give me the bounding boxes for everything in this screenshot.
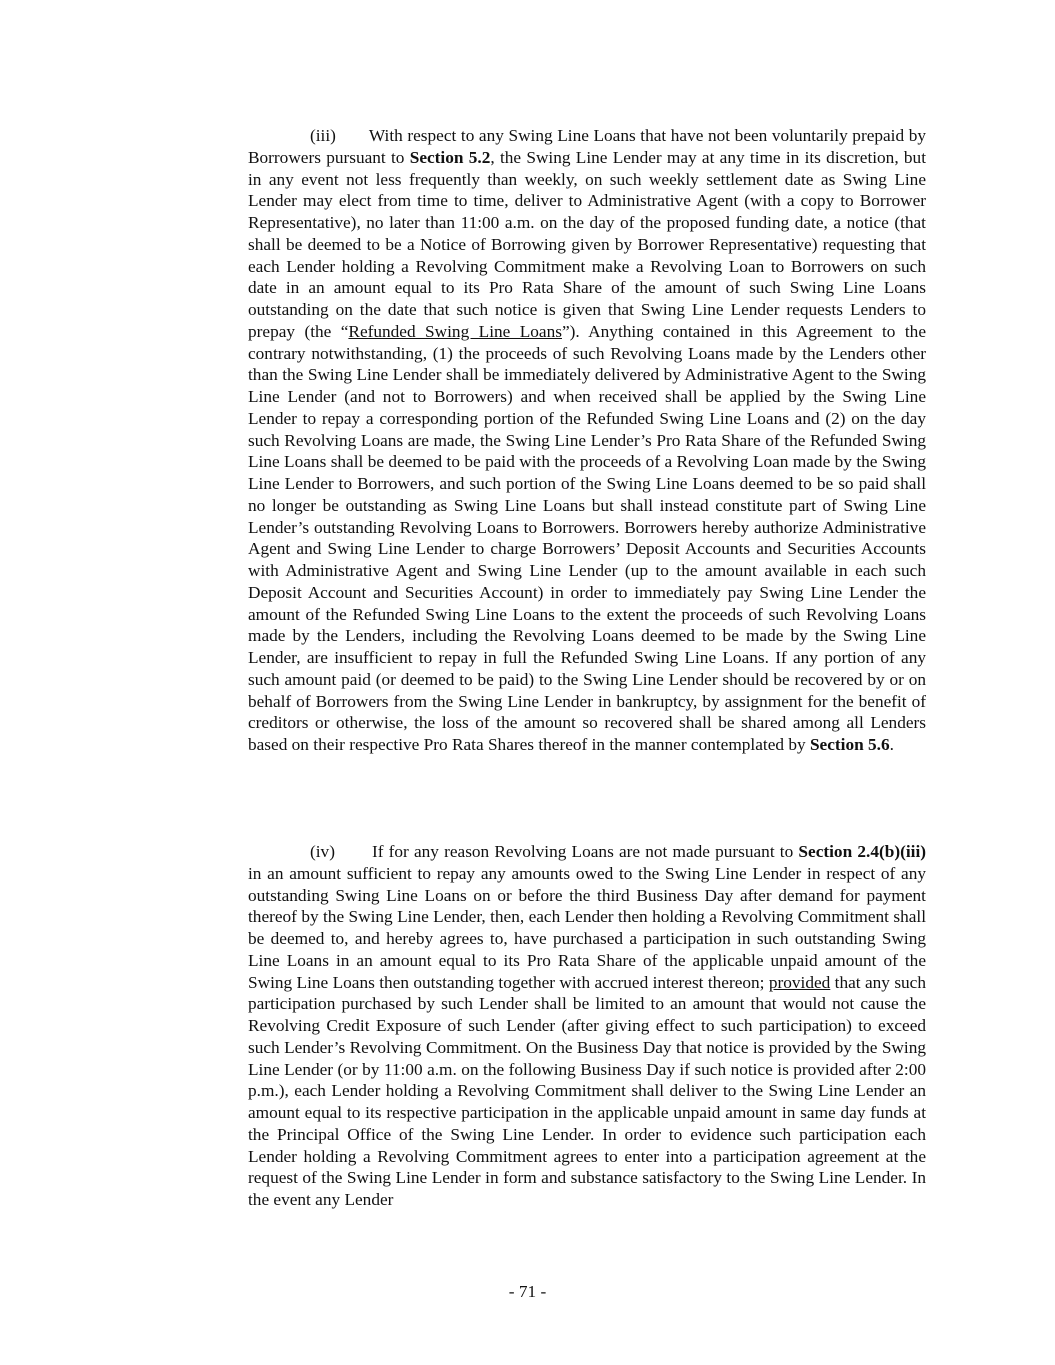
paragraph-label-iv: (iv) (310, 842, 335, 861)
page-number: - 71 - (508, 1282, 547, 1301)
paragraph-text: in an amount sufficient to repay any amounts owed to the Swing Line Lender in respect of any outstanding Swing Line Loans on or before the third Business Day after demand for payment thereof by the Swing Line Lender, then, each Lender then holding a Revolving Commitment shall be deemed to, and hereby agrees to, have purchased a participation in such outstanding Swing Line Loans in an amount equal to its Pro Rata Share of the applicable unpaid amount of the Swing Line Loans then outstanding together with accrued interest thereon; (248, 863, 926, 992)
section-reference: Section 5.6 (809, 735, 890, 754)
paragraph-text: , the Swing Line Lender may at any time in its discretion, but in any event not less frequently than weekly, on such weekly settlement date as Swing Line Lender may elect from time to time, deliver to Administrative Agent (with a copy to Borrower Representative), no later than 11:00 a.m. on the day of the proposed funding date, a notice (that shall be deemed to be a Notice of Borrowing given by Borrower Representative) requesting that each Lender holding a Revolving Commitment make a Revolving Loan to Borrowers on such date in an amount equal to its Pro Rata Share of the amount of such Swing Line Loans outstanding on the date that such notice is given that Swing Line Lender requests Lenders to prepay (the “ (248, 147, 926, 341)
section-reference: Section 2.4(b)(iii) (798, 842, 926, 861)
paragraph-label-iii: (iii) (310, 126, 336, 145)
section-reference: Section 5.2 (409, 147, 491, 167)
paragraph-iv (248, 841, 926, 1211)
paragraph-text: With respect to any Swing Line Loans that have not been voluntarily prepaid by Borrowers pursuant to (248, 126, 926, 167)
paragraph-text: . (889, 735, 894, 754)
paragraph-text: ”). Anything contained in this Agreement to the contrary notwithstanding, (1) the proceeds of such Revolving Loans made by the Lenders other than the Swing Line Lender shall be immediately delivered by Administrative Agent to the Swing Line Lender (and not to Borrowers) and when received shall be applied by the Swing Line Lender to repay a corresponding portion of the Refunded Swing Line Loans and (2) on the day such Revolving Loans are made, the Swing Line Lender’s Pro Rata Share of the Refunded Swing Line Loans shall be deemed to be paid with the proceeds of a Revolving Loan made by the Swing Line Lender to Borrowers, and such portion of the Swing Line Loans deemed to be so paid shall no longer be outstanding as Swing Line Loans but shall instead constitute part of Swing Line Lender’s outstanding Revolving Loans to Borrowers. Borrowers hereby authorize Administrative Agent and Swing Line Lender to charge Borrowers’ Deposit Accounts and Securities Accounts with Administrative Agent and Swing Line Lender (up to the amount available in each such Deposit Account and Securities Account) in order to immediately pay Swing Line Lender the amount of the Refunded Swing Line Loans to the extent the proceeds of such Revolving Loans made by the Lenders, including the Revolving Loans deemed to be made by the Swing Line Lender, are insufficient to repay in full the Refunded Swing Line Loans. If any portion of any such amount paid (or deemed to be paid) to the Swing Line Lender should be recovered by or on behalf of Borrowers from the Swing Line Lender in bankruptcy, by assignment for the benefit of creditors or otherwise, the loss of the amount so recovered shall be shared among all Lenders based on their respective Pro Rata Shares thereof in the manner contemplated by (248, 321, 926, 754)
proviso-term: provided (768, 972, 831, 992)
defined-term: Refunded Swing Line Loans (348, 321, 562, 341)
paragraph-text: If for any reason Revolving Loans are not made pursuant to (371, 842, 799, 861)
paragraph-iii (248, 125, 926, 756)
paragraph-text: that any such participation purchased by such Lender shall be limited to an amount that would not cause the Revolving Credit Exposure of such Lender (after giving effect to such participation) to exceed such Lender’s Revolving Commitment. On the Business Day that notice is provided by the Swing Line Lender (or by 11:00 a.m. on the following Business Day if such notice is provided after 2:00 p.m.), each Lender holding a Revolving Commitment shall deliver to the Swing Line Lender an amount equal to its respective participation in the applicable unpaid amount in same day funds at the Principal Office of the Swing Line Lender. In order to evidence such participation each Lender holding a Revolving Commitment agrees to enter into a participation agreement at the request of the Swing Line Lender in form and substance satisfactory to the Swing Line Lender. In the event any Lender (248, 972, 926, 1209)
